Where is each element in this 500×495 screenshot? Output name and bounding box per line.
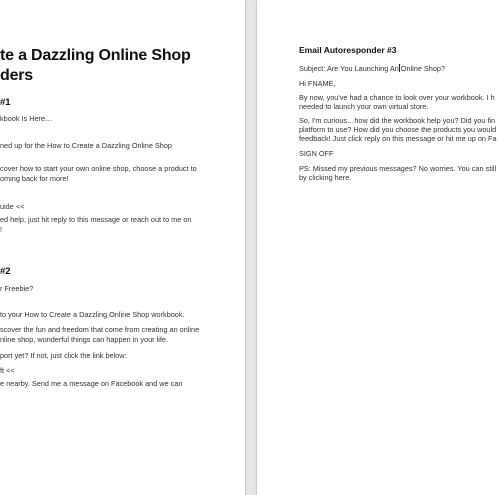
- email2-line: e nearby. Send me a message on Facebook and we can: [0, 379, 183, 388]
- email3-heading: Email Autoresponder #3: [299, 45, 397, 55]
- email3-subject[interactable]: [299, 64, 445, 73]
- email3-paragraph-line: needed to launch your own virtual store.: [299, 102, 429, 111]
- email1-line: oming back for more!: [0, 174, 69, 183]
- email2-line: scover the fun and freedom that come from creating an online: [0, 325, 200, 334]
- email1-line: ned up for the How to Create a Dazzling Online Shop: [0, 141, 172, 150]
- email1-line: cover how to start your own online shop, choose a product to: [0, 164, 197, 173]
- email1-subject: kbook Is Here…: [0, 114, 53, 123]
- email2-download-link[interactable]: ft <<: [0, 366, 15, 375]
- email3-paragraph-line: So, I'm curious…how did the workbook help you? Did you fin: [299, 116, 496, 125]
- document-page-right: [257, 0, 500, 495]
- email3-paragraph-line: By now, you've had a chance to look over your workbook. I h: [299, 93, 495, 102]
- email3-greeting: Hi FNAME,: [299, 79, 336, 88]
- email3-ps-line[interactable]: by clicking here.: [299, 173, 352, 182]
- email3-subject-text: Subject: Are You Launching An: [299, 64, 399, 73]
- email1-help-line: !: [0, 225, 3, 234]
- document-title-line1: te a Dazzling Online Shop: [0, 47, 191, 64]
- email2-line: nline shop, wonderful things can happen in your life.: [0, 335, 168, 344]
- document-title-line2: ders: [0, 67, 33, 84]
- email1-download-link[interactable]: uide <<: [0, 202, 25, 211]
- email2-line: port yet? If not, just click the link below:: [0, 351, 127, 360]
- document-page-left: [0, 0, 245, 495]
- email1-heading: #1: [0, 97, 11, 108]
- email2-line: to your How to Create a Dazzling Online Shop workbook.: [0, 310, 185, 319]
- email3-paragraph-line: feedback! Just click reply on this message or hit me up on Fa: [299, 134, 497, 143]
- email1-help-line: ed help, just hit reply to this message or reach out to me on: [0, 215, 192, 224]
- email2-subject: r Freebie?: [0, 284, 34, 293]
- email3-paragraph-line: platform to use? How did you choose the products you would: [299, 125, 497, 134]
- email3-subject-text: Online Shop?: [400, 64, 446, 73]
- email3-signoff: SIGN OFF: [299, 149, 334, 158]
- email2-heading: #2: [0, 266, 11, 277]
- email3-ps-line: PS: Missed my previous messages? No worries. You can still: [299, 164, 497, 173]
